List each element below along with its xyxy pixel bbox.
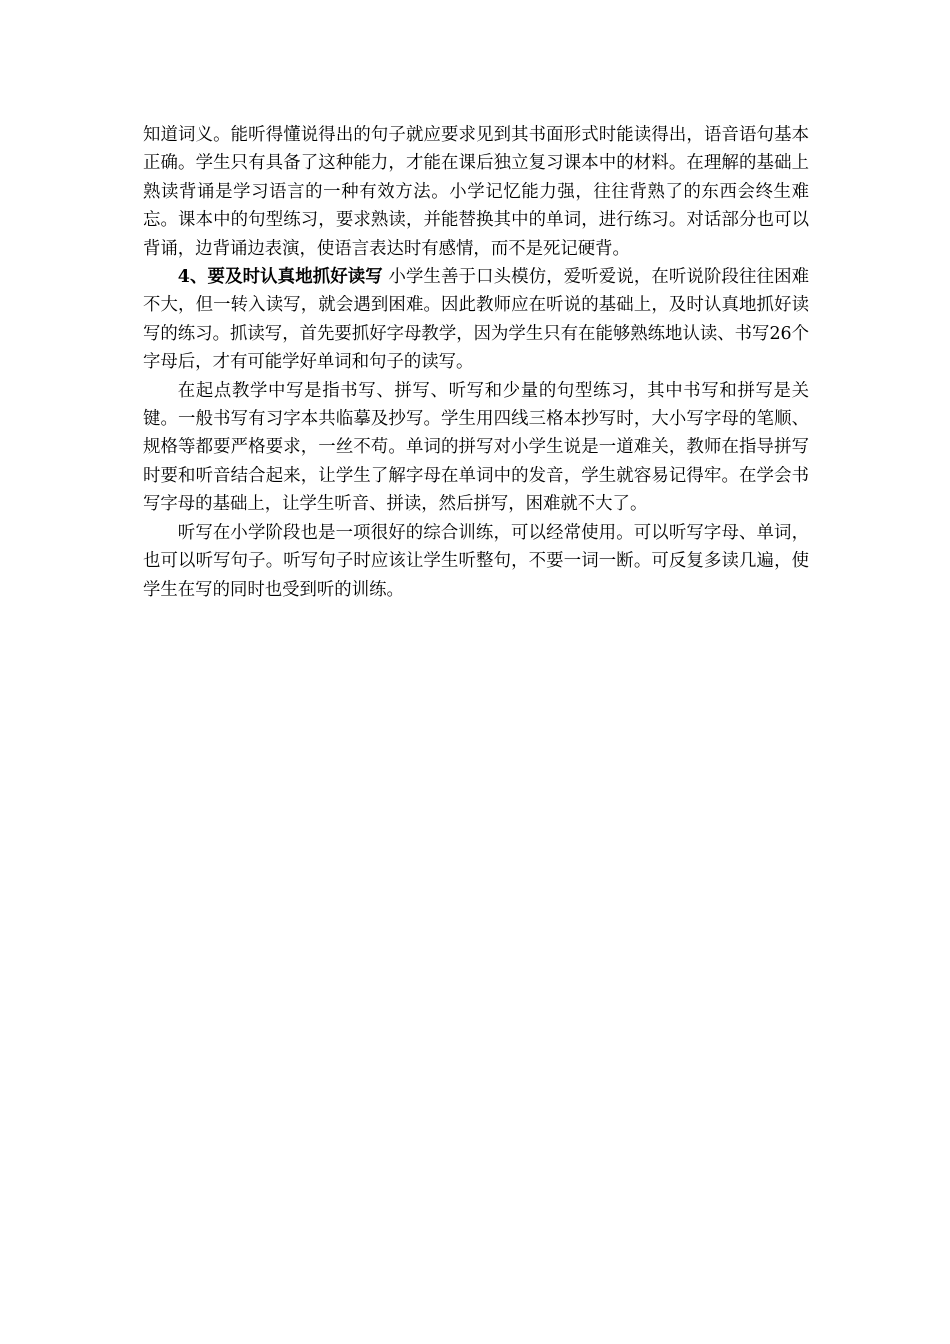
paragraph-section-4 — [143, 263, 809, 377]
paragraph-dictation — [143, 519, 809, 604]
paragraph-text: 知道词义。能听得懂说得出的句子就应要求见到其书面形式时能读得出，语音语句基本正确。学生只有具备了这种能力，才能在课后独立复习课本中的材料。在理解的基础上熟读背诵是学习语言的一种有效方法。小学记忆能力强，往往背熟了的东西会终生难忘。课本中的句型练习，要求熟读，并能替换其中的单词，进行练习。对话部分也可以背诵，边背诵边表演，使语言表达时有感情，而不是死记硬背。 — [143, 125, 809, 259]
section-heading: 4、要及时认真地抓好读写 — [177, 267, 383, 288]
paragraph-writing — [143, 377, 809, 519]
paragraph-text: 小学生善于口头模仿，爱听爱说，在听说阶段往往困难不大，但一转入读写，就会遇到困难。因此教师应在听说的基础上，及时认真地抓好读写的练习。抓读写，首先要抓好字母教学，因为学生只有在能够熟练地认读、书写26个字母后，才有可能学好单词和句子的读写。 — [143, 267, 809, 373]
document-body — [143, 121, 809, 604]
paragraph-text: 听写在小学阶段也是一项很好的综合训练，可以经常使用。可以听写字母、单词，也可以听写句子。听写句子时应该让学生听整句，不要一词一断。可反复多读几遍，使学生在写的同时也受到听的训练。 — [143, 522, 809, 600]
paragraph-continuation — [143, 121, 809, 263]
paragraph-text: 在起点教学中写是指书写、拼写、听写和少量的句型练习，其中书写和拼写是关键。一般书写有习字本共临摹及抄写。学生用四线三格本抄写时，大小写字母的笔顺、规格等都要严格要求，一丝不苟。单词的拼写对小学生说是一道难关，教师在指导拼写时要和听音结合起来，让学生了解字母在单词中的发音，学生就容易记得牢。在学会书写字母的基础上，让学生听音、拼读，然后拼写，困难就不大了。 — [143, 380, 809, 515]
